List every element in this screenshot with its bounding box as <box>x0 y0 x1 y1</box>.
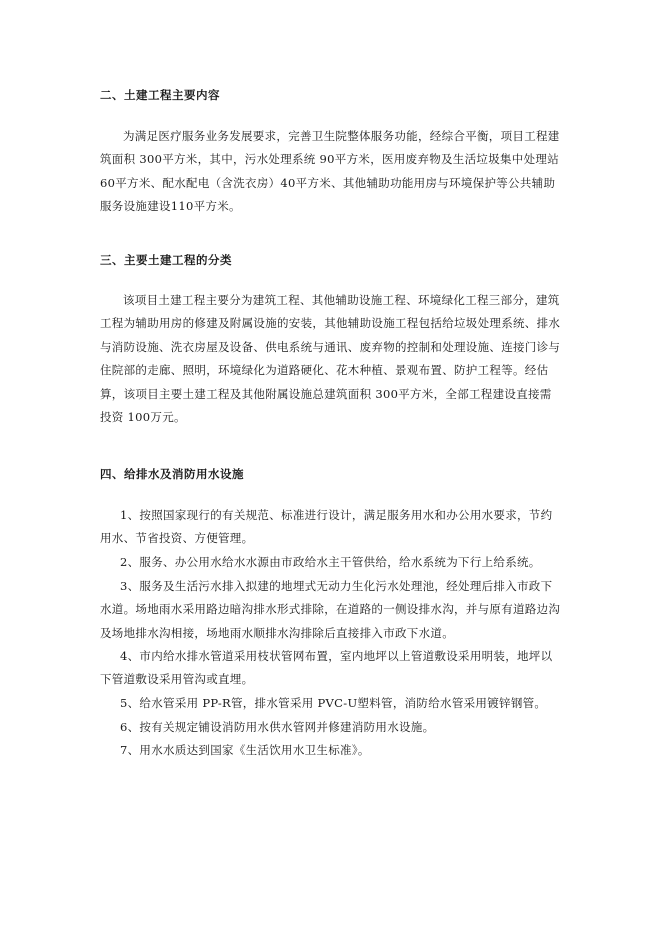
section-2-paragraph: 为满足医疗服务业务发展要求，完善卫生院整体服务功能，经综合平衡，项目工程建筑面积 300平方米，其中，污水处理系统 90平方米，医用废弃物及生活垃圾集中处理站 60平方米、配水配电（含洗衣房）40平方米、其他辅助功能用房与环境保护等公共辅助服务设施建设110平方米。 <box>100 129 560 214</box>
list-item-4: 4、市内给水排水管道采用枝状管网布置，室内地坪以上管道敷设采用明装，地坪以下管道敷设采用管沟或直埋。 <box>100 649 553 687</box>
list-item-6: 6、按有关规定铺设消防用水供水管网并修建消防用水设施。 <box>120 720 435 734</box>
list-item-3: 3、服务及生活污水排入拟建的地埋式无动力生化污水处理池，经处理后排入市政下水道。场地雨水采用路边暗沟排水形式排除，在道路的一侧设排水沟，并与原有道路边沟及场地排水沟相接，场地雨水顺排水沟排除后直接排入市政下水道。 <box>100 579 561 640</box>
list-item-1: 1、按照国家现行的有关规范、标准进行设计，满足服务用水和办公用水要求，节约用水、节省投资、方便管理。 <box>100 508 553 546</box>
section-2-heading: 二、土建工程主要内容 <box>100 88 220 102</box>
section-4-heading: 四、给排水及消防用水设施 <box>100 467 244 481</box>
section-3-heading: 三、主要土建工程的分类 <box>100 253 232 267</box>
list-item-2: 2、服务、办公用水给水水源由市政给水主干管供给，给水系统为下行上给系统。 <box>120 555 541 569</box>
list-item-5: 5、给水管采用 PP-R管，排水管采用 PVC-U塑料管，消防给水管采用镀锌钢管。 <box>120 696 547 710</box>
section-3-paragraph: 该项目土建工程主要分为建筑工程、其他辅助设施工程、环境绿化工程三部分，建筑工程为辅助用房的修建及附属设施的安装，其他辅助设施工程包括给垃圾处理系统、排水与消防设施、洗衣房屋及设备、供电系统与通讯、废弃物的控制和处理设施、连接门诊与住院部的走廊、照明，环境绿化为道路硬化、花木种植、景观布置、防护工程等。经估算，该项目主要土建工程及其他附属设施总建筑面积 300平方米，全部工程建设直接需投资 100万元。 <box>100 293 561 425</box>
list-item-7: 7、用水水质达到国家《生活饮用水卫生标准》。 <box>120 743 370 757</box>
